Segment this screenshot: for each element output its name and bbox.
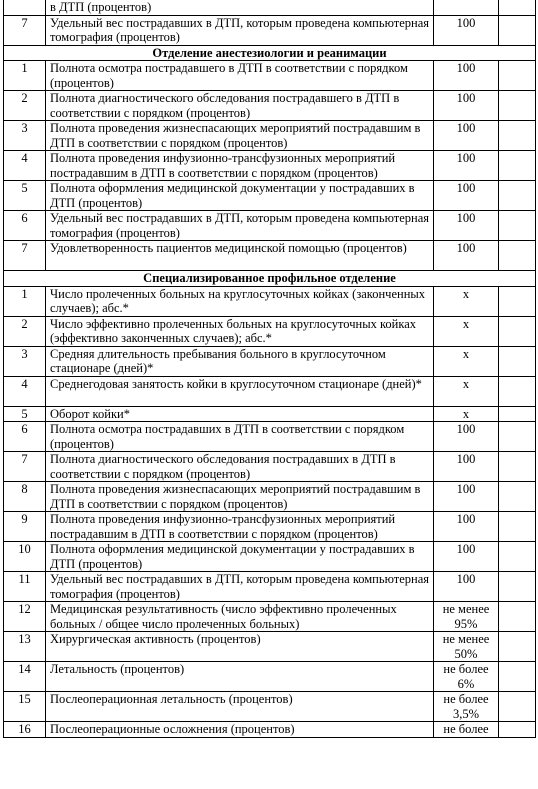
indicator-value: не более	[434, 722, 499, 738]
row-number: 4	[4, 151, 46, 181]
table-row	[4, 632, 536, 662]
empty-cell	[499, 422, 536, 452]
table-row	[4, 572, 536, 602]
table-row	[4, 0, 536, 15]
empty-cell	[499, 692, 536, 722]
row-number: 13	[4, 632, 46, 662]
table-row	[4, 61, 536, 91]
row-number: 2	[4, 91, 46, 121]
indicator-name: Полнота осмотра пострадавших в ДТП в соответствии с порядком (процентов)	[46, 422, 434, 452]
row-number: 8	[4, 482, 46, 512]
table-row	[4, 406, 536, 422]
indicator-value: не менее 50%	[434, 632, 499, 662]
row-number: 1	[4, 286, 46, 316]
row-number: 15	[4, 692, 46, 722]
indicator-value: 100	[434, 181, 499, 211]
indicator-name: Число пролеченных больных на круглосуточных койках (законченных случаев); абс.*	[46, 286, 434, 316]
indicator-value: не менее 95%	[434, 602, 499, 632]
table-row	[4, 602, 536, 632]
indicator-value: не более 3,5%	[434, 692, 499, 722]
indicator-value: х	[434, 376, 499, 406]
row-number: 7	[4, 15, 46, 45]
empty-cell	[499, 512, 536, 542]
table-row	[4, 422, 536, 452]
table-row	[4, 376, 536, 406]
table-row	[4, 211, 536, 241]
indicator-name: Удельный вес пострадавших в ДТП, которым проведена компьютерная томография (процентов)	[46, 15, 434, 45]
section-header-row	[4, 271, 536, 287]
indicator-name: Удельный вес пострадавших в ДТП, которым проведена компьютерная томография (процентов)	[46, 572, 434, 602]
row-number: 12	[4, 602, 46, 632]
indicator-value: 100	[434, 542, 499, 572]
row-number	[4, 0, 46, 15]
table-row	[4, 722, 536, 738]
empty-cell	[499, 542, 536, 572]
section-title: Специализированное профильное отделение	[4, 271, 536, 287]
row-number: 4	[4, 376, 46, 406]
indicator-name: Полнота оформления медицинской документации у пострадавших в ДТП (процентов)	[46, 181, 434, 211]
indicator-value: 100	[434, 482, 499, 512]
empty-cell	[499, 632, 536, 662]
empty-cell	[499, 91, 536, 121]
indicator-value: 100	[434, 211, 499, 241]
indicator-name: Среднегодовая занятость койки в круглосуточном стационаре (дней)*	[46, 376, 434, 406]
table-row	[4, 316, 536, 346]
table-row	[4, 121, 536, 151]
table-row	[4, 91, 536, 121]
row-number: 3	[4, 121, 46, 151]
table-row	[4, 482, 536, 512]
empty-cell	[499, 241, 536, 271]
row-number: 3	[4, 346, 46, 376]
indicator-value: 100	[434, 572, 499, 602]
row-number: 5	[4, 406, 46, 422]
row-number: 9	[4, 512, 46, 542]
indicator-name: Удовлетворенность пациентов медицинской помощью (процентов)	[46, 241, 434, 271]
indicator-name: Средняя длительность пребывания больного в круглосуточном стационаре (дней)*	[46, 346, 434, 376]
table-row	[4, 346, 536, 376]
empty-cell	[499, 722, 536, 738]
table-row	[4, 15, 536, 45]
indicator-name: Полнота проведения жизнеспасающих мероприятий пострадавшим в ДТП в соответствии с порядком (процентов)	[46, 482, 434, 512]
indicator-value: 100	[434, 512, 499, 542]
row-number: 7	[4, 452, 46, 482]
table-body	[4, 0, 536, 737]
empty-cell	[499, 0, 536, 15]
empty-cell	[499, 376, 536, 406]
row-number: 5	[4, 181, 46, 211]
indicator-name: Полнота диагностического обследования пострадавших в ДТП в соответствии с порядком (процентов)	[46, 452, 434, 482]
empty-cell	[499, 572, 536, 602]
row-number: 6	[4, 422, 46, 452]
empty-cell	[499, 346, 536, 376]
indicator-value	[434, 0, 499, 15]
row-number: 6	[4, 211, 46, 241]
row-number: 1	[4, 61, 46, 91]
indicator-value: 100	[434, 241, 499, 271]
row-number: 14	[4, 662, 46, 692]
empty-cell	[499, 452, 536, 482]
indicator-name: Полнота оформления медицинской документации у пострадавших в ДТП (процентов)	[46, 542, 434, 572]
indicator-value: 100	[434, 151, 499, 181]
empty-cell	[499, 286, 536, 316]
empty-cell	[499, 316, 536, 346]
row-number: 7	[4, 241, 46, 271]
empty-cell	[499, 15, 536, 45]
empty-cell	[499, 121, 536, 151]
row-number: 16	[4, 722, 46, 738]
indicator-name: Послеоперационная летальность (процентов)	[46, 692, 434, 722]
indicator-value: 100	[434, 121, 499, 151]
empty-cell	[499, 61, 536, 91]
section-title: Отделение анестезиологии и реанимации	[4, 45, 536, 61]
indicator-value: 100	[434, 422, 499, 452]
indicator-name: Полнота диагностического обследования пострадавшего в ДТП в соответствии с порядком (процентов)	[46, 91, 434, 121]
indicator-value: 100	[434, 15, 499, 45]
indicator-name: Летальность (процентов)	[46, 662, 434, 692]
row-number: 10	[4, 542, 46, 572]
quality-indicators-table	[3, 0, 536, 738]
table-row	[4, 151, 536, 181]
empty-cell	[499, 151, 536, 181]
row-number: 2	[4, 316, 46, 346]
empty-cell	[499, 211, 536, 241]
indicator-name: Число эффективно пролеченных больных на круглосуточных койках (эффективно законченных случаев); абс.*	[46, 316, 434, 346]
indicator-name: Удельный вес пострадавших в ДТП, которым проведена компьютерная томография (процентов)	[46, 211, 434, 241]
indicator-name: Полнота проведения инфузионно-трансфузионных мероприятий пострадавшим в ДТП в соответствии с порядком (процентов)	[46, 151, 434, 181]
indicator-value: 100	[434, 452, 499, 482]
indicator-name: Хирургическая активность (процентов)	[46, 632, 434, 662]
indicator-value: х	[434, 286, 499, 316]
indicator-name: Полнота проведения инфузионно-трансфузионных мероприятий пострадавшим в ДТП в соответствии с порядком (процентов)	[46, 512, 434, 542]
empty-cell	[499, 406, 536, 422]
table-row	[4, 241, 536, 271]
table-row	[4, 512, 536, 542]
table-row	[4, 181, 536, 211]
document-page	[3, 0, 535, 738]
indicator-name: Полнота проведения жизнеспасающих мероприятий пострадавшим в ДТП в соответствии с порядком (процентов)	[46, 121, 434, 151]
indicator-name: Медицинская результативность (число эффективно пролеченных больных / общее число пролеченных больных)	[46, 602, 434, 632]
empty-cell	[499, 602, 536, 632]
indicator-value: х	[434, 346, 499, 376]
table-row	[4, 286, 536, 316]
indicator-value: 100	[434, 91, 499, 121]
table-row	[4, 662, 536, 692]
indicator-name: Полнота осмотра пострадавшего в ДТП в соответствии с порядком (процентов)	[46, 61, 434, 91]
indicator-name: Послеоперационные осложнения (процентов)	[46, 722, 434, 738]
empty-cell	[499, 662, 536, 692]
indicator-name: в ДТП (процентов)	[46, 0, 434, 15]
indicator-value: 100	[434, 61, 499, 91]
empty-cell	[499, 482, 536, 512]
indicator-value: х	[434, 316, 499, 346]
section-header-row	[4, 45, 536, 61]
indicator-value: х	[434, 406, 499, 422]
row-number: 11	[4, 572, 46, 602]
indicator-value: не более 6%	[434, 662, 499, 692]
empty-cell	[499, 181, 536, 211]
table-row	[4, 452, 536, 482]
table-row	[4, 692, 536, 722]
indicator-name: Оборот койки*	[46, 406, 434, 422]
table-row	[4, 542, 536, 572]
